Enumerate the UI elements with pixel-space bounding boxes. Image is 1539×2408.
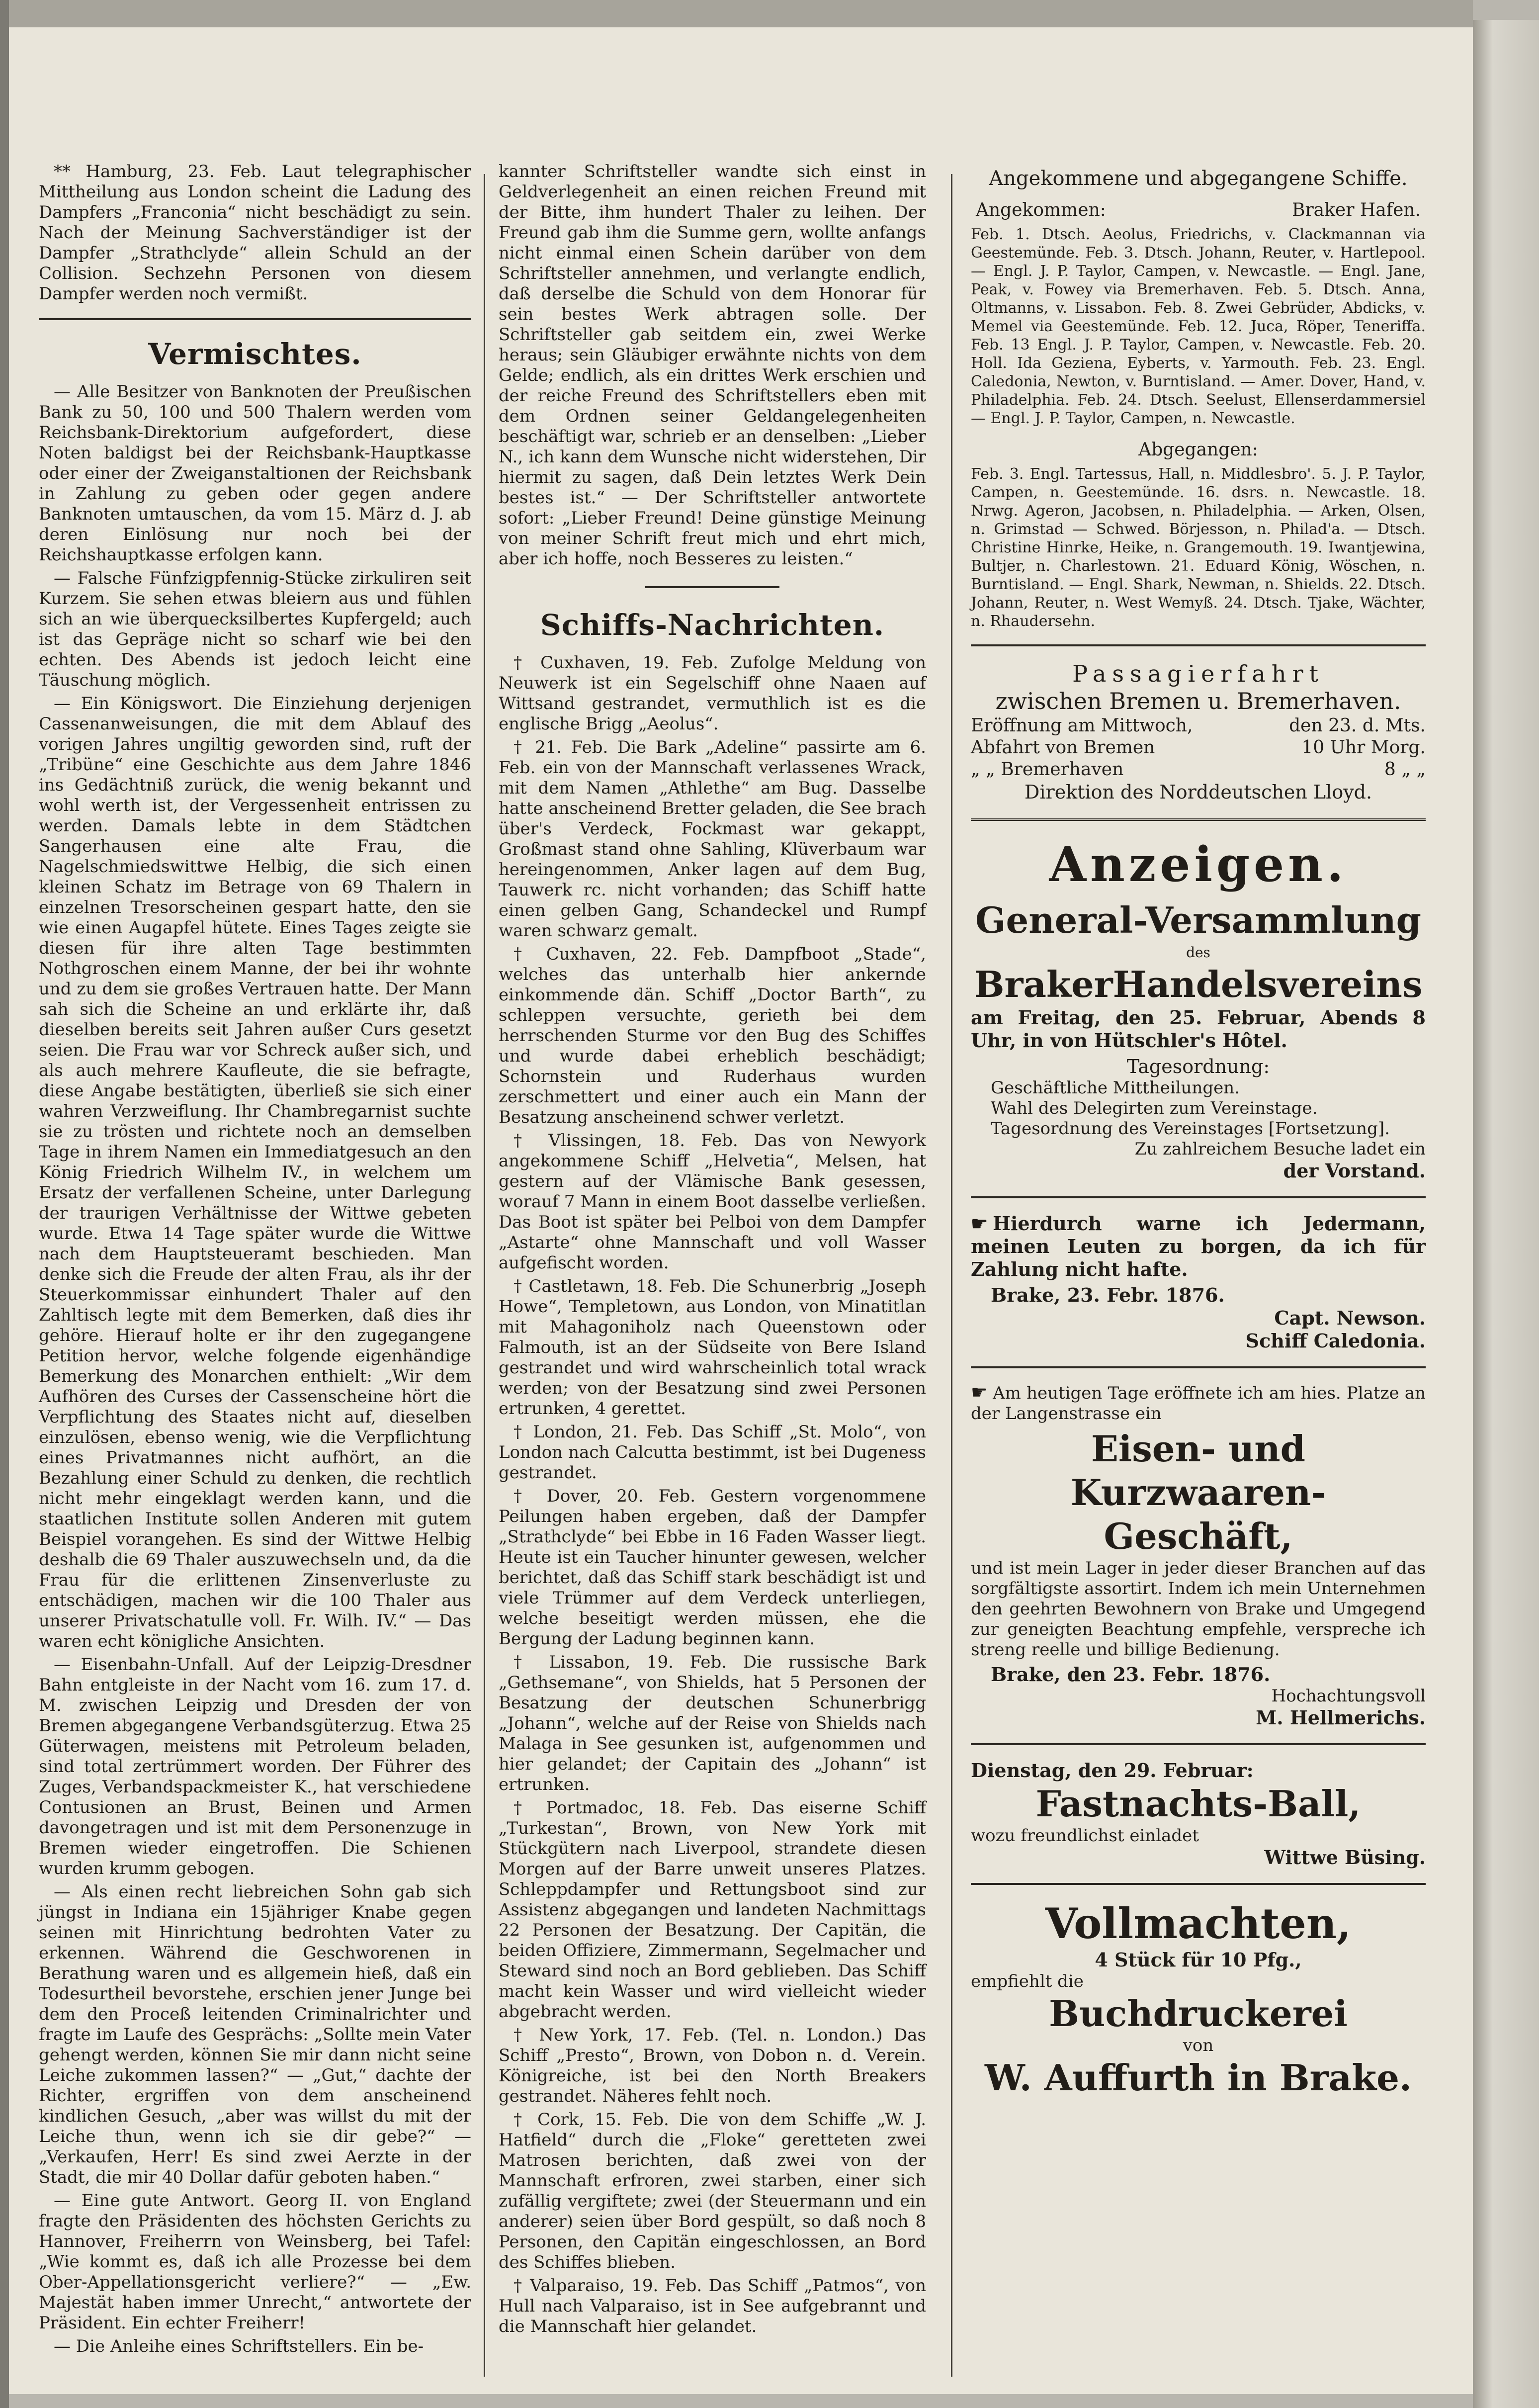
vollmachten-price: 4 Stück für 10 Pfg.,: [1095, 1949, 1302, 1971]
warning-place: Brake, 23. Febr. 1876.: [991, 1284, 1225, 1306]
ball-invite: wozu freundlichst einladet: [971, 1826, 1199, 1846]
ship-news-item: † Valparaiso, 19. Feb. Das Schiff „Patmos“, von Hull nach Valparaiso, ist in See aufgebrannt und die Mannschaft hier gelandet.: [499, 2276, 926, 2336]
vollmachten-title: Vollmachten,: [1045, 1899, 1352, 1948]
agenda-item: Geschäftliche Mittheilungen.: [991, 1078, 1240, 1098]
passage-company: Direktion des Norddeutschen Lloyd.: [1024, 781, 1372, 803]
scan-top-edge: [9, 0, 1473, 27]
agenda-item: Tagesordnung des Vereinstages [Fortsetzung].: [991, 1119, 1390, 1139]
article-gute-antwort: — Eine gute Antwort. Georg II. von England fragte den Präsidenten des höchsten Gerichts zu Hannover, Freiherrn von Weinsberg, bei Tafel: „Wie kommt es, daß ich alle Prozesse bei dem Ober-Appellationsgericht verliere?“ — „Ew. Majestät haben immer Unrecht,“ antwortete der Präsident. Ein echter Freiherr!: [39, 2191, 471, 2333]
gv-agenda-label: Tagesordnung:: [1126, 1056, 1270, 1077]
pointing-hand-icon: ☛: [971, 1381, 988, 1403]
arrived-list: Feb. 1. Dtsch. Aeolus, Friedrichs, v. Clackmannan via Geestemünde. Feb. 3. Dtsch. Johann, Reuter, v. Hartlepool. — Engl. J. P. Taylor, Campen, v. Newcastle. — Engl. Jane, Peak, v. Fowey via Bremerhaven. Feb. 5. Dtsch. Anna, Oltmanns, v. Lissabon. Feb. 8. Zwei Gebrüder, Abdicks, v. Memel via Geestemünde. Feb. 12. Juca, Röper, Teneriffa. Feb. 13 Engl. J. P. Taylor, Campen, v. Newcastle. Feb. 20. Holl. Ida Geziena, Eyberts, v. Yarmouth. Feb. 23. Engl. Caledonia, Newton, v. Burntisland. — Amer. Dover, Hand, v. Philadelphia. Feb. 24. Dtsch. Seelust, Ellenserdammersiel — Engl. J. P. Taylor, Campen, n. Newcastle.: [971, 226, 1426, 427]
pointing-hand-icon: ☛: [971, 1212, 988, 1235]
agenda-item: Wahl des Delegirten zum Vereinstage.: [991, 1098, 1318, 1118]
rule: [971, 1883, 1426, 1885]
gv-sign: der Vorstand.: [1283, 1159, 1426, 1182]
departed-list: Feb. 3. Engl. Tartessus, Hall, n. Middlesbro'. 5. J. P. Taylor, Campen, n. Geestemünde. 16. dsrs. n. Newcastle. 18. Nrwg. Ageron, Jacobsen, n. Philadelphia. — Arken, Olsen, n. Grimstad — Schwed. Börjesson, n. Philad'a. — Dtsch. Christine Hinrke, Heike, n. Grangemouth. 19. Iwantjewina, Bultjer, n. Charlestown. 21. Eduard König, Wöschen, n. Burntisland. — Engl. Shark, Newman, n. Shields. 22. Dtsch. Johann, Reuter, n. West Wemyß. 24. Dtsch. Tjake, Wächter, n. Rhaudersehn.: [971, 465, 1426, 630]
printshop-name: Buchdruckerei: [1049, 1992, 1348, 2035]
ship-news-item: † Castletawn, 18. Feb. Die Schunerbrig „Joseph Howe“, Templetown, aus London, von Minatitlan mit Mahagoniholz nach Queenstown oder Falmouth, ist an der Südseite von Bere Island gestrandet und wird wahrscheinlich total wrack werden; von der Besatzung sind zwei Personen ertrunken, 4 gerettet.: [499, 1276, 926, 1419]
departed-label: Abgegangen:: [1138, 440, 1258, 460]
section-heading-vermischtes: Vermischtes.: [148, 337, 362, 371]
article-eisenbahn-unfall: — Eisenbahn-Unfall. Auf der Leipzig-Dresdner Bahn entgleiste in der Nacht vom 16. zum 17. d. M. zwischen Leipzig und Dresden der von Bremen abgegangene Verbandsgüterzug. Etwa 25 Güterwagen, meistens mit Petroleum beladen, sind total zertrümmert worden. Der Führer des Zuges, Verbandspackmeister K., hat verschiedene Contusionen an Brust, Beinen und Armen davongetragen und ist mit dem Personenzuge in Bremen wieder eingetroffen. Die Schienen wurden krumm gebogen.: [39, 1655, 471, 1878]
ship-news-item: † London, 21. Feb. Das Schiff „St. Molo“, von London nach Calcutta bestimmt, ist bei Dugeness gestrandet.: [499, 1422, 926, 1483]
column-2: [499, 162, 926, 2340]
rule: [39, 318, 471, 320]
ads-heading: Anzeigen.: [1049, 836, 1348, 892]
warning-notice: ☛ Hierdurch warne ich Jedermann, meinen Leuten zu borgen, da ich für Zahlung nicht hafte.: [971, 1212, 1426, 1280]
vollmachten-recommend: empfiehlt die: [971, 1971, 1084, 1991]
gv-agenda: [991, 1078, 1426, 1139]
ball-title: Fastnachts-Ball,: [1035, 1783, 1361, 1825]
passage-opening: Eröffnung am Mittwoch, den 23. d. Mts.: [971, 715, 1426, 736]
article-banknoten: — Alle Besitzer von Banknoten der Preußischen Bank zu 50, 100 und 500 Thalern werden vom Reichsbank-Direktorium aufgefordert, diese Noten baldigst bei der Reichsbank-Hauptkasse oder einer der Zweiganstaltionen der Reichsbank in Zahlung zu geben oder gegen andere Banknoten umtauschen, da vom 15. März d. J. ab deren Einlösung nur noch bei der Reichshauptkasse erfolgen kann.: [39, 382, 471, 565]
ship-news-item: † New York, 17. Feb. (Tel. n. London.) Das Schiff „Presto“, Brown, von Dobon n. d. Verein. Königreiche, ist bei den North Breakers gestrandet. Näheres fehlt noch.: [499, 2025, 926, 2106]
passage-title: Passagierfahrt: [1072, 660, 1324, 687]
ship-news-item: † Portmadoc, 18. Feb. Das eiserne Schiff „Turkestan“, Brown, von New York mit Stückgütern nach Liverpool, strandete diesen Morgen auf der Barre unweit unseres Platzes. Schleppdampfer und Rettungsboot sind zur Assistenz abgegangen und landeten Nachmittags 22 Personen der Besatzung. Der Capitän, die beiden Offiziere, Zimmermann, Segelmacher und Steward sind noch an Bord geblieben. Das Schiff macht kein Wasser und wird vielleicht wieder abgebracht werden.: [499, 1798, 926, 2022]
departure-bremerhaven: „ „ Bremerhaven 8 „ „: [971, 759, 1426, 780]
rule: [645, 586, 779, 588]
column-divider-1: [484, 174, 485, 2377]
gv-invite: Zu zahlreichem Besuche ladet ein: [1134, 1139, 1426, 1159]
ship-news-item: † Cuxhaven, 19. Feb. Zufolge Meldung von Neuwerk ist ein Segelschiff ohne Naaen auf Wittsand gestrandet, vermuthlich ist es die englische Brigg „Aeolus“.: [499, 653, 926, 734]
column-3: [971, 162, 1426, 2100]
shop-sign: M. Hellmerichs.: [1256, 1706, 1426, 1729]
column-1: [39, 162, 471, 2360]
ball-sign: Wittwe Büsing.: [1264, 1846, 1426, 1869]
section-heading-schiffs-nachrichten: Schiffs-Nachrichten.: [540, 608, 885, 642]
shop-title-2: Geschäft,: [1104, 1515, 1293, 1557]
gv-when: am Freitag, den 25. Februar, Abends 8 Uhr, in von Hütschler's Hôtel.: [971, 1006, 1426, 1052]
article-koenigswort: — Ein Königswort. Die Einziehung derjenigen Cassenanweisungen, die mit dem Ablauf des vorigen Jahres ungiltig geworden sind, ruft der „Tribüne“ eine Geschichte aus dem Jahre 1846 ins Gedächtniß zurück, die wenig bekannt und wohl werth ist, der Vergessenheit entrissen zu werden. Damals lebte in dem Städtchen Sangerhausen eine alte Frau, die Nagelschmiedswittwe Helbig, die sich einen kleinen Schatz im Betrage von 69 Thalern in einzelnen Tresorscheinen gespart hatte, den sie wie einen Augapfel hütete. Eines Tages zeigte sie diesen für ihre alten Tage bestimmten Nothgroschen einem Manne, der bei ihr wohnte und zu dem sie großes Vertrauen hatte. Der Mann sah sich die Scheine an und erklärte ihr, daß dieselben bereits seit Jahren außer Curs gesetzt seien. Die Frau war vor Schreck außer sich, und als auch mehrere Kaufleute, die sie befragte, diese Angabe bestätigten, überließ sie sich einer wahren Verzweiflung. Ihr Chambregarnist suchte sie zu trösten und richtete noch an demselben Tage in ihrem Namen ein Immediatgesuch an den König Friedrich Wilhelm IV., in welchem um Ersatz der verfallenen Scheine, unter Darlegung der traurigen Verhältnisse der Wittwe gebeten wurde. Etwa 14 Tage später wurde die Wittwe nach dem Hauptsteueramt beschieden. Man denke sich die Freude der alten Frau, als ihr der Steuerkommissar einhundert Thaler auf den Zahltisch legte mit dem Bemerken, daß dies ihr gehöre. Hierauf holte er ihr den zugegangene Petition hervor, welche folgende eigenhändige Bemerkung des Monarchen enthielt: „Wir dem Aufhören des Curses der Cassenscheine hört die Verpflichtung des Staates nicht auf, dieselben einzulösen, ebenso wenig, wie die Verpflichtung eines Privatmannes nicht aufhört, an die Bezahlung einer Schuld zu denken, die rechtlich nicht mehr eingeklagt werden kann, und die staatlichen Institute sollen Anderen mit gutem Beispiel vorangehen. Es sind der Wittwe Helbig deshalb die 69 Thaler auszuwechseln und, da die Frau für die erlittenen Zinsenverluste zu entschädigen, machen wir die 100 Thaler aus unserer Privatschatulle voll. Fr. Wilh. IV.“ — Das waren echt königliche Ansichten.: [39, 694, 471, 1651]
newspaper-page: [9, 27, 1473, 2394]
article-anleihe-cont: kannter Schriftsteller wandte sich einst in Geldverlegenheit an einen reichen Freund mit der Bitte, ihm hundert Thaler zu leihen. Der Freund gab ihm die Summe gern, wollte anfangs nicht einmal einen Schein darüber von dem Schriftsteller annehmen, und verlangte endlich, daß derselbe die Schuld von dem Honorar für sein bestes Werk abtragen solle. Der Schriftsteller gab seitdem ein, zwei Werke heraus; sein Gläubiger erwähnte nichts von dem Gelde; endlich, als ein drittes Werk erschien und der reiche Freund des Schriftstellers eben mit dem Ordnen seiner Geldangelegenheiten beschäftigt war, schrieb er an denselben: „Lieber N., ich kann dem Wunsche nicht widerstehen, Dir hiermit zu sagen, daß Dein letztes Werk Dein bestes ist.“ — Der Schriftsteller antwortete sofort: „Lieber Freund! Deine günstige Meinung von meiner Schrift freut mich und ehrt mich, aber ich hoffe, noch Besseres zu leisten.“: [499, 162, 926, 569]
harbor-label: Braker Hafen.: [1291, 200, 1421, 220]
article-indiana: — Als einen recht liebreichen Sohn gab sich jüngst in Indiana ein 15jähriger Knabe gegen seinen mit Hinrichtung bedrohten Vater zu erkennen. Während die Geschworenen in Berathung waren und es allgemein hieß, daß ein Todesurtheil bevorstehe, erschien jener Junge bei dem den Proceß leitenden Criminalrichter und fragte im Laufe des Gesprächs: „Sollte mein Vater gehengt werden, können Sie mir dann nicht seine Leiche zukommen lassen?“ — „Gut,“ dachte der Richter, ergriffen von dem anscheinend kindlichen Gesuch, „aber was willst du mit der Leiche thun, wenn ich sie dir gebe?“ — „Verkaufen, Herr! Es sind zwei Aerzte in der Stadt, die mir 40 Dollar dafür geboten haben.“: [39, 1882, 471, 2187]
ship-news-item: † Cuxhaven, 22. Feb. Dampfboot „Stade“, welches das unterhalb hier ankernde einkommende dän. Schiff „Doctor Barth“, zu schleppen versuchte, gerieth bei dem herrschenden Sturme vor den Bug des Schiffes und wurde dabei erheblich beschädigt; Schornstein und Ruderhaus wurden zerschmettert und einer auch ein Mann der Besatzung anscheinend schwer verletzt.: [499, 944, 926, 1127]
gv-des: des: [1186, 944, 1210, 961]
shop-closing: Hochachtungsvoll: [1271, 1686, 1426, 1706]
printshop-von: von: [1183, 2036, 1214, 2055]
ship-news-item: † Cork, 15. Feb. Die von dem Schiffe „W. J. Hatfield“ durch die „Floke“ geretteten zwei Matrosen berichten, daß zwei von der Mannschaft erfroren, zwei starben, einer sich zufällig vergiftete; zwei (der Steuermann und ein anderer) seien über Bord gespült, so daß noch 8 Personen, den Capitän eingeschlossen, an Bord des Schiffes blieben.: [499, 2110, 926, 2272]
ships-title: Angekommene und abgegangene Schiffe.: [989, 167, 1408, 190]
rule: [971, 644, 1426, 646]
rule: [971, 1366, 1426, 1368]
shop-text: und ist mein Lager in jeder dieser Branchen auf das sorgfältigste assortirt. Indem ich mein Unternehmen den geehrten Bewohnern von Brake und Umgegend zur geneigten Beachtung empfehle, verspreche ich streng reelle und billige Bedienung.: [971, 1558, 1426, 1660]
ship-news-item: † Lissabon, 19. Feb. Die russische Bark „Gethsemane“, von Shields, hat 5 Personen der Besatzung der deutschen Schunerbrigg „Johann“, welche auf der Reise von Shields nach Malaga in See gesunken ist, aufgenommen und hier gelandet; der Capitain des „Johann“ ist ertrunken.: [499, 1652, 926, 1794]
ship-news-item: † Vlissingen, 18. Feb. Das von Newyork angekommene Schiff „Helvetia“, Melsen, hat gestern auf der Vlämische Bank gesessen, worauf 7 Mann in einem Boot dasselbe verließen. Das Boot ist später bei Pelboi von dem Dampfer „Astarte“ ohne Mannschaft und voll Wasser aufgefischt worden.: [499, 1131, 926, 1273]
passage-subtitle: zwischen Bremen u. Bremerhaven.: [995, 688, 1401, 714]
scan-right-edge: [1473, 20, 1539, 2408]
arrived-label: Angekommen:: [976, 200, 1106, 220]
column-divider-2: [951, 174, 952, 2377]
warning-sign: Capt. Newson.: [1274, 1307, 1426, 1329]
rule: [971, 1743, 1426, 1745]
ball-date: Dienstag, den 29. Februar:: [971, 1759, 1254, 1782]
shop-title: Eisen- und Kurzwaaren-: [1070, 1427, 1326, 1514]
departure-bremen: Abfahrt von Bremen 10 Uhr Morg.: [971, 737, 1426, 758]
gv-club: BrakerHandelsvereins: [974, 963, 1423, 1005]
printshop-owner: W. Auffurth in Brake.: [984, 2056, 1412, 2099]
news-hamburg: ** Hamburg, 23. Feb. Laut telegraphischer Mittheilung aus London scheint die Ladung des Dampfers „Franconia“ nicht beschädigt zu sein. Nach der Meinung Sachverständiger ist der Dampfer „Strathclyde“ allein Schuld an der Collision. Sechzehn Personen von diesem Dampfer werden noch vermißt.: [39, 162, 471, 304]
scan-left-edge: [0, 0, 9, 2408]
rule: [971, 818, 1426, 821]
warning-ship: Schiff Caledonia.: [1245, 1330, 1426, 1352]
gv-title: General-Versammlung: [975, 899, 1421, 941]
shop-date: Brake, den 23. Febr. 1876.: [991, 1663, 1271, 1686]
ship-news-item: † Dover, 20. Feb. Gestern vorgenommene Peilungen haben ergeben, daß der Dampfer „Strathclyde“ bei Ebbe in 16 Faden Wasser liegt. Heute ist ein Taucher hinunter gewesen, welcher berichtet, daß das Schiff stark beschädigt ist und viele Trümmer auf dem Verdeck unterliegen, welche beseitigt werden müssen, ehe die Bergung der Ladung beginnen kann.: [499, 1486, 926, 1649]
ship-news-item: † 21. Feb. Die Bark „Adeline“ passirte am 6. Feb. ein von der Mannschaft verlassenes Wrack, mit dem Namen „Athlethe“ am Bug. Dasselbe hatte anscheinend Bretter geladen, die See brach über's Verdeck, Fockmast war gekappt, Großmast stand ohne Sahling, Klüverbaum war hereingenommen, Anker lagen auf dem Bug, Tauwerk rc. nicht vorhanden; das Schiff hatte einen gelben Gang, Schandeckel und Rumpf waren schwarz gemalt.: [499, 737, 926, 941]
rule: [971, 1196, 1426, 1198]
ships-subheader: [976, 200, 1421, 220]
article-falschgeld: — Falsche Fünfzigpfennig-Stücke zirkuliren seit Kurzem. Sie sehen etwas bleiern aus und fühlen sich an wie überquecksilbertes Kupfergeld; auch ist das Gepräge nicht so scharf wie bei den echten. Des Abends ist jedoch leicht eine Täuschung möglich.: [39, 568, 471, 690]
article-anleihe-start: — Die Anleihe eines Schriftstellers. Ein be-: [54, 2336, 424, 2356]
shop-intro: ☛ Am heutigen Tage eröffnete ich am hies. Platze an der Langenstrasse ein: [971, 1381, 1426, 1424]
